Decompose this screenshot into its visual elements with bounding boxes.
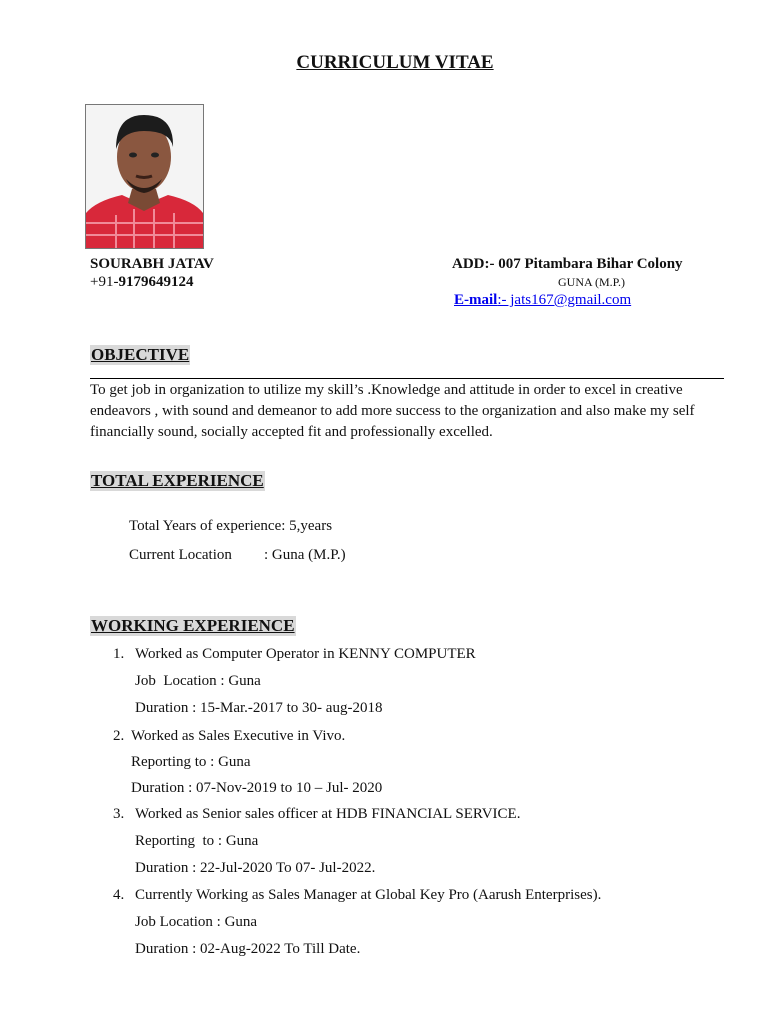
- job-location: Reporting to : Guna: [131, 754, 251, 770]
- job-location: Job Location : Guna: [135, 914, 258, 930]
- current-location-label: Current Location: [129, 547, 232, 563]
- phone-prefix: +91-: [90, 274, 119, 290]
- address: ADD:- 007 Pitambara Bihar Colony: [452, 256, 683, 272]
- current-location-value: : Guna (M.P.): [264, 547, 346, 563]
- phone-digits: 9179649124: [118, 274, 194, 290]
- email-value[interactable]: :- jats167@gmail.com: [497, 292, 632, 308]
- total-experience-heading: TOTAL EXPERIENCE: [91, 471, 264, 490]
- objective-divider: [90, 378, 724, 379]
- job-location: Job Location : Guna: [135, 673, 261, 689]
- job-duration: Duration : 22-Jul-2020 To 07- Jul-2022.: [135, 860, 376, 876]
- working-experience-heading: WORKING EXPERIENCE: [91, 616, 295, 635]
- city: GUNA (M.P.): [558, 275, 626, 289]
- job-role: Worked as Computer Operator in KENNY COMPUTER: [135, 646, 476, 662]
- total-years: Total Years of experience: 5,years: [129, 518, 333, 534]
- job-duration: Duration : 02-Aug-2022 To Till Date.: [135, 941, 361, 957]
- job-number: 2.: [113, 728, 125, 744]
- document-title: CURRICULUM VITAE: [296, 52, 494, 73]
- job-number: 3.: [113, 806, 125, 822]
- job-role: Currently Working as Sales Manager at Global Key Pro (Aarush Enterprises).: [135, 887, 602, 903]
- objective-text: To get job in organization to utilize my skill’s .Knowledge and attitude in order to excel in creative endeavors , with sound and demeanor to add more success to the organization and also make my self financially sound, socially accepted fit and professionally excelled.: [90, 382, 695, 440]
- profile-photo: [85, 104, 204, 249]
- job-duration: Duration : 07-Nov-2019 to 10 – Jul- 2020: [131, 780, 383, 796]
- candidate-name: SOURABH JATAV: [90, 256, 214, 272]
- job-number: 1.: [113, 646, 125, 662]
- email-link[interactable]: [454, 292, 631, 309]
- job-duration: Duration : 15-Mar.-2017 to 30- aug-2018: [135, 700, 383, 716]
- job-number: 4.: [113, 887, 125, 903]
- job-role: Worked as Sales Executive in Vivo.: [131, 728, 346, 744]
- phone-number: [90, 274, 193, 291]
- email-label: E-mail: [454, 292, 498, 308]
- job-role: Worked as Senior sales officer at HDB FINANCIAL SERVICE.: [135, 806, 521, 822]
- job-location: Reporting to : Guna: [135, 833, 259, 849]
- objective-heading: OBJECTIVE: [91, 345, 190, 364]
